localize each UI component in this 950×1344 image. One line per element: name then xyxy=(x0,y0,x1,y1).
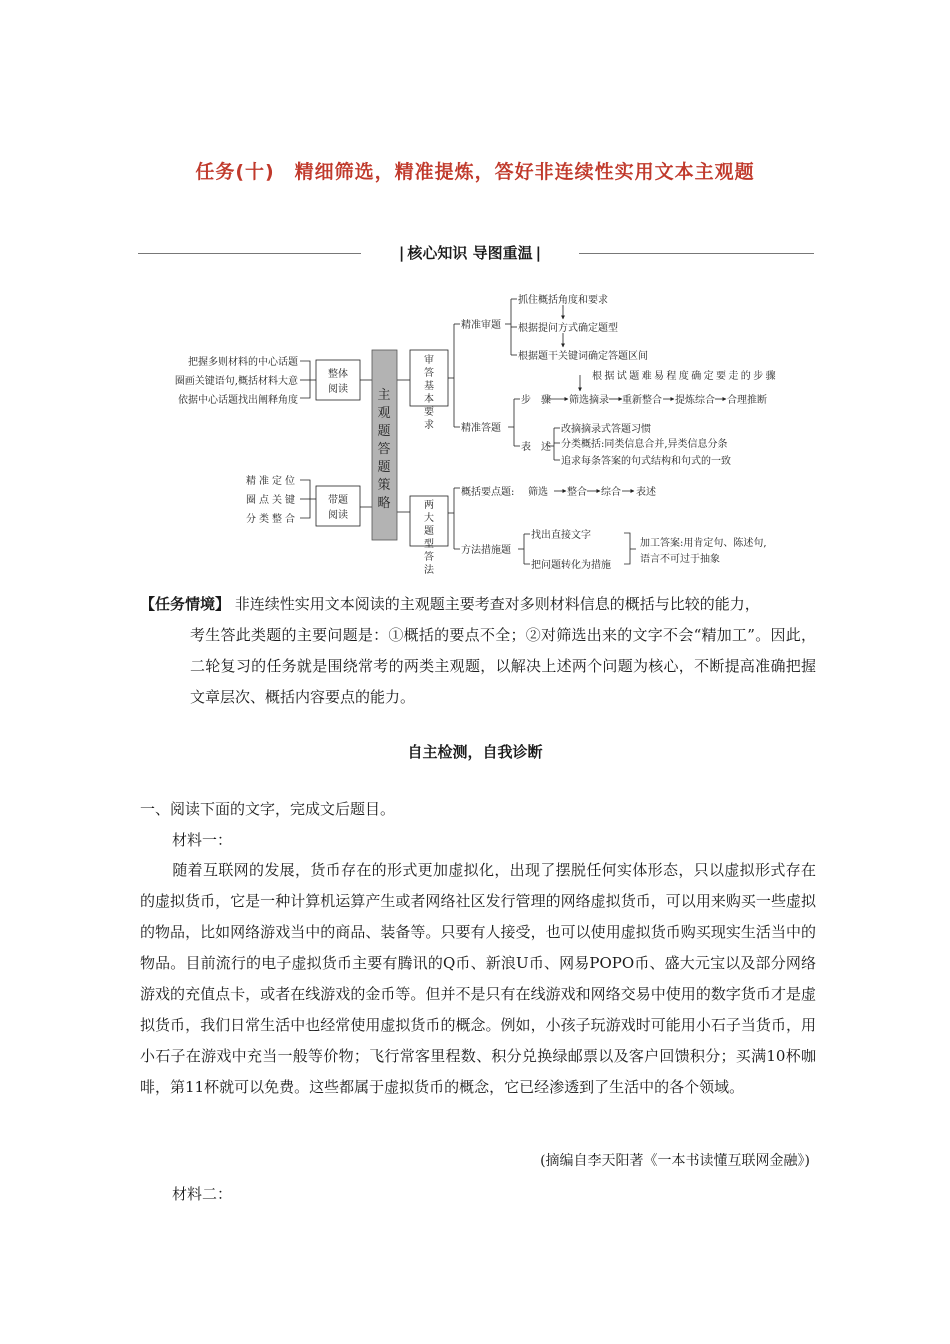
mind-map-label-line: 阅读 xyxy=(328,384,348,395)
branch-precise-answer: 精准答题 xyxy=(461,423,501,434)
section-banner xyxy=(138,240,814,268)
mind-map-label-line: 观 xyxy=(377,406,391,421)
step-item: 合理推断 xyxy=(727,395,767,406)
mind-map-label-line: 两 xyxy=(424,500,434,511)
banner-label-text: 核心知识 导图重温 xyxy=(407,244,533,262)
mind-map-label-line: 带题 xyxy=(328,495,348,506)
express-label: 表 述 xyxy=(521,442,551,453)
type-2-note: 语言不可过于抽象 xyxy=(640,554,720,565)
express-item: 分类概括:同类信息合并,异类信息分条 xyxy=(561,439,728,450)
step-item: 重新整合 xyxy=(622,395,662,406)
left-bottom-item: 精准定位 xyxy=(246,476,298,487)
type-2-item: 找出直接文字 xyxy=(531,530,591,541)
left-bottom-item: 分类整合 xyxy=(246,514,298,525)
banner-label: | 核心知识 导图重温 | xyxy=(398,244,542,262)
material-1-text: 随着互联网的发展，货币存在的形式更加虚拟化，出现了摆脱任何实体形态，只以虚拟形式存在的虚拟货币，它是一种计算机运算产生或者网络社区发行管理的网络虚拟货币，可以用来购买一些虚拟的物品，比如网络游戏当中的商品、装备等。只要有人接受，也可以使用虚拟货币购买现实生活当中的物品。目前流行的电子虚拟货币主要有腾讯的Q币、新浪U币、网易POPO币、盛大元宝以及部分网络游戏的充值点卡，或者在线游戏的金币等。但并不是只有在线游戏和网络交易中使用的数字货币才是虚拟货币，我们日常生活中也经常使用虚拟货币的概念。例如，小孩子玩游戏时可能用小石子当货币，用小石子在游戏中充当一般等价物；飞行常客里程数、积分兑换绿邮票以及客户回馈积分；买满10杯咖啡，第11杯就可以免费。这些都属于虚拟货币的概念，它已经渗透到了生活中的各个领域。 xyxy=(140,861,816,1096)
mind-map-label-line: 阅读 xyxy=(328,510,348,521)
material-1-paragraph xyxy=(140,855,816,1103)
type-1-step: 综合 xyxy=(601,487,621,498)
express-item: 改摘摘录式答题习惯 xyxy=(561,424,651,435)
type-1-step: 筛选 xyxy=(528,487,548,498)
task-situation-line-2: 考生答此类题的主要问题是：①概括的要点不全；②对筛选出来的文字不会“精加工”。因此，二轮复习的任务就是围绕常考的两类主观题，以解决上述两个问题为核心，不断提高准确把握文章层次、概括内容要点的能力。 xyxy=(190,626,816,706)
mind-map-label-line: 要 xyxy=(424,407,434,418)
mind-map-label-line: 题 xyxy=(377,460,391,475)
center-label xyxy=(377,388,390,511)
mind-map-label-line: 答 xyxy=(424,552,434,563)
step-item: 筛选摘录 xyxy=(569,395,609,406)
left-bottom-item: 圈点关键 xyxy=(246,495,298,506)
type-1-step: 表述 xyxy=(636,487,656,498)
mind-map-label-line: 答 xyxy=(377,442,391,457)
mind-map-diagram xyxy=(150,282,800,578)
type-1-label: 概括要点题: xyxy=(461,487,515,498)
branch-precise-review: 精准审题 xyxy=(461,320,501,331)
type-2-label: 方法措施题 xyxy=(461,545,511,556)
review-item: 根据题干关键词确定答题区间 xyxy=(518,351,648,362)
steps-label: 步 骤 xyxy=(521,395,551,406)
material-1-source: (摘编自李天阳著《一本书读懂互联网金融》) xyxy=(540,1153,810,1169)
mind-map-label-line: 略 xyxy=(377,496,391,511)
review-item: 抓住概括角度和要求 xyxy=(518,295,608,306)
banner-divider-left xyxy=(138,253,361,254)
task-situation-tag: 【任务情境】 xyxy=(140,595,231,613)
mind-map-label-line: 题 xyxy=(377,424,391,439)
step-item: 提炼综合 xyxy=(675,395,715,406)
mind-map-label-line: 大 xyxy=(424,513,434,524)
mind-map-label-line: 整体 xyxy=(328,369,348,380)
review-item: 根据提问方式确定题型 xyxy=(518,323,618,334)
mind-map-label-line: 审 xyxy=(424,355,434,366)
type-2-note: 加工答案:用肯定句、陈述句, xyxy=(640,538,767,549)
mind-map-label-line: 基 xyxy=(424,381,434,392)
subheading: 自主检测，自我诊断 xyxy=(407,743,543,761)
mind-map-label-line: 本 xyxy=(424,394,434,405)
mind-map-label-line: 求 xyxy=(424,420,434,431)
mind-map-label-line: 法 xyxy=(424,565,434,576)
express-item: 追求每条答案的句式结构和句式的一致 xyxy=(561,456,731,467)
task-situation-line-1: 非连续性实用文本阅读的主观题主要考查对多则材料信息的概括与比较的能力， xyxy=(234,595,760,613)
type-1-step: 整合 xyxy=(567,487,587,498)
page-title: 任务(十) 精细筛选，精准提炼，答好非连续性实用文本主观题 xyxy=(195,161,755,183)
material-2-label: 材料二： xyxy=(172,1185,233,1203)
material-1-label: 材料一： xyxy=(172,831,233,849)
steps-note: 根据试题难易程度确定要走的步骤 xyxy=(592,371,778,382)
left-top-item: 依据中心话题找出阐释角度 xyxy=(178,395,298,406)
type-2-item: 把问题转化为措施 xyxy=(531,560,611,571)
left-top-item: 圈画关键语句,概括材料大意 xyxy=(174,376,298,387)
left-top-item: 把握多则材料的中心话题 xyxy=(188,357,298,368)
mind-map-label-line: 主 xyxy=(377,388,391,403)
mind-map-label-line: 策 xyxy=(377,478,391,493)
mind-map-label-line: 型 xyxy=(424,539,434,550)
question-intro: 一、阅读下面的文字，完成文后题目。 xyxy=(140,800,396,818)
mind-map-label-line: 答 xyxy=(424,368,434,379)
task-situation xyxy=(140,589,816,713)
banner-divider-right xyxy=(579,253,814,254)
mind-map-label-line: 题 xyxy=(424,526,434,537)
